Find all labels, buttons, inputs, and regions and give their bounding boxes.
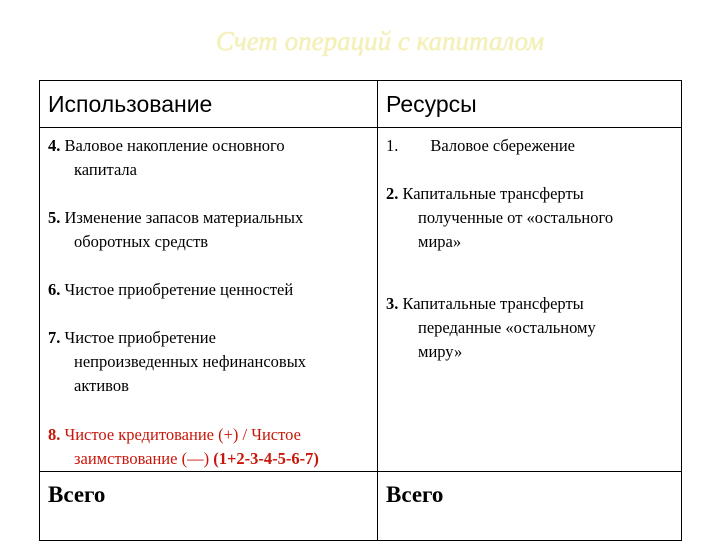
item-number: 5. bbox=[48, 208, 61, 227]
item-text: Валовое накопление основного bbox=[60, 136, 285, 155]
item-text: Чистое приобретение ценностей bbox=[60, 280, 294, 299]
body-row bbox=[40, 128, 682, 472]
resources-item-2 bbox=[386, 182, 673, 254]
uses-header: Использование bbox=[48, 91, 213, 117]
item-text-continued: непроизведенных нефинансовых bbox=[74, 352, 307, 371]
item-text-continued: капитала bbox=[74, 160, 137, 179]
balance-formula: (1+2-3-4-5-6-7) bbox=[213, 449, 319, 468]
item-text: Чистое кредитование (+) / Чистое bbox=[60, 425, 301, 444]
uses-item-8 bbox=[48, 423, 369, 471]
item-text-continued: мира» bbox=[418, 232, 462, 251]
item-text-part: заимствование (—) bbox=[74, 449, 210, 468]
item-number: 1. bbox=[386, 136, 399, 155]
resources-item-3 bbox=[386, 292, 673, 364]
uses-item-5 bbox=[48, 206, 369, 254]
item-number: 2. bbox=[386, 184, 399, 203]
resources-item-1 bbox=[386, 134, 673, 158]
item-number: 6. bbox=[48, 280, 61, 299]
item-number: 4. bbox=[48, 136, 61, 155]
uses-item-6 bbox=[48, 278, 369, 302]
uses-cell bbox=[40, 128, 378, 472]
uses-item-7 bbox=[48, 326, 369, 398]
uses-item-4 bbox=[48, 134, 369, 182]
uses-header-cell bbox=[40, 81, 378, 128]
resources-header-cell bbox=[378, 81, 682, 128]
total-row bbox=[40, 472, 682, 541]
item-number: 7. bbox=[48, 328, 61, 347]
uses-total: Всего bbox=[40, 472, 378, 541]
item-text-continued: переданные «остальному bbox=[418, 318, 596, 337]
resources-cell bbox=[378, 128, 682, 472]
page-title: Счет операций с капиталом bbox=[215, 26, 545, 56]
item-text: Валовое сбережение bbox=[430, 136, 575, 155]
item-text-continued: полученные от «остального bbox=[418, 208, 614, 227]
item-text-continued: миру» bbox=[418, 342, 463, 361]
item-text-continued bbox=[48, 447, 369, 471]
resources-total: Всего bbox=[378, 472, 682, 541]
item-text: Капитальные трансферты bbox=[398, 294, 584, 313]
resources-header: Ресурсы bbox=[386, 91, 477, 117]
header-row bbox=[40, 81, 682, 128]
item-text: Капитальные трансферты bbox=[398, 184, 584, 203]
item-number: 3. bbox=[386, 294, 399, 313]
item-number: 8. bbox=[48, 425, 61, 444]
item-text: Изменение запасов материальных bbox=[60, 208, 304, 227]
item-text: Чистое приобретение bbox=[60, 328, 216, 347]
item-text-continued: активов bbox=[74, 376, 129, 395]
item-text-continued: оборотных средств bbox=[74, 232, 209, 251]
capital-account-table bbox=[39, 80, 682, 541]
